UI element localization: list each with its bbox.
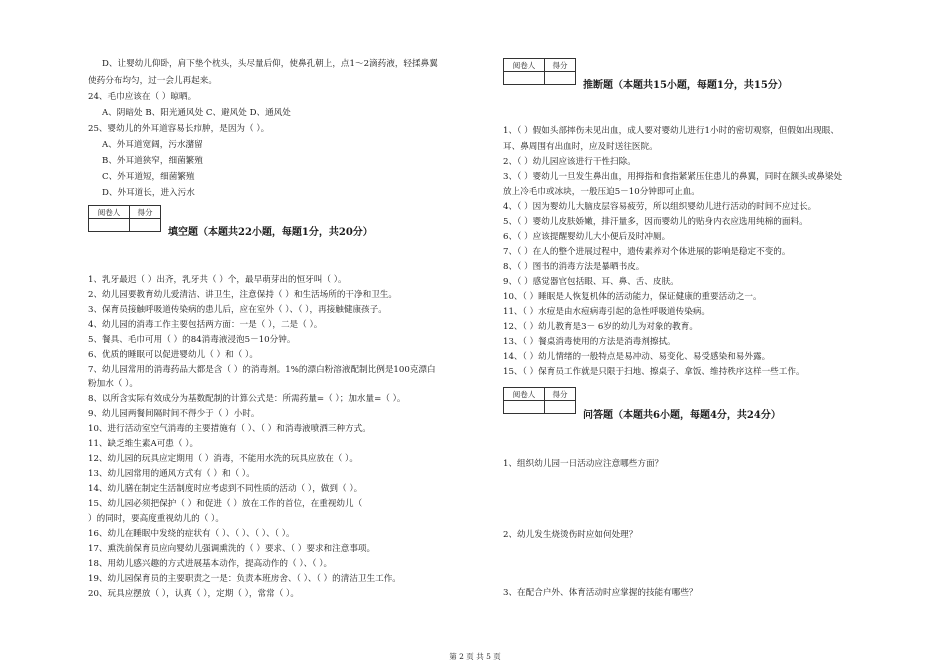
score-header-grader: 阅卷人 xyxy=(504,388,545,401)
section-title-judge: 推断题（本题共15小题，每题1分，共15分） xyxy=(583,80,788,91)
grader-cell xyxy=(504,401,545,414)
judge-question: 7、（ ）在人的整个进展过程中，遗传素养对个体进展的影响是稳定不变的。 xyxy=(503,247,791,257)
question-text: 使药分布均匀，过一会儿再起来。 xyxy=(88,76,217,86)
fill-question: 13、幼儿园常用的通风方式有（ ）和（ ）。 xyxy=(88,469,255,479)
fill-question: 7、幼儿园常用的消毒药品大都是含（ ）的消毒剂。1%的漂白粉溶液配制比例是100克漂白 xyxy=(88,365,436,375)
score-header-score: 得分 xyxy=(545,388,576,401)
option-text: D、外耳道长，进入污水 xyxy=(102,188,195,198)
fill-question: 18、用幼儿感兴趣的方式进展基本动作，提高动作的（ ）、（ ）。 xyxy=(88,559,333,569)
judge-question: 13、（ ）餐桌消毒使用的方法是消毒剂擦拭。 xyxy=(503,337,676,347)
qa-question: 1、组织幼儿园一日活动应注意哪些方面？ xyxy=(503,459,664,469)
fill-question: 12、幼儿园的玩具应定期用（ ）消毒，不能用水洗的玩具应放在（ ）。 xyxy=(88,454,358,464)
fill-question: 3、保育员接触呼吸道传染病的患儿后，应在室外（ ）、（ ），再接触健康孩子。 xyxy=(88,305,387,315)
qa-question: 3、在配合户外、体育活动时应掌握的技能有哪些？ xyxy=(503,588,698,598)
judge-question: 15、（ ）保育员工作就是只限于扫地、擦桌子、拿饭、维持秩序这样一些工作。 xyxy=(503,367,805,377)
grader-cell xyxy=(504,72,545,85)
fill-question: 10、进行活动室空气消毒的主要措施有（ ）、（ ）和消毒液喷洒三种方式。 xyxy=(88,424,371,434)
score-cell xyxy=(545,401,576,414)
section-title-fill: 填空题（本题共22小题，每题1分，共20分） xyxy=(168,227,373,238)
judge-question: 9、（ ）感觉器官包括眼、耳、鼻、舌、皮肤。 xyxy=(503,277,679,287)
score-cell xyxy=(545,72,576,85)
option-text: A、阴暗处 B、阳光通风处 C、避风处 D、通风处 xyxy=(102,108,291,118)
score-cell xyxy=(130,219,161,232)
fill-question: 8、以所含实际有效成分为基数配制的计算公式是：所需药量=（ ）；加水量=（ ）。 xyxy=(88,394,406,404)
score-header-score: 得分 xyxy=(130,206,161,219)
option-text: A、外耳道宽阔，污水潴留 xyxy=(102,140,203,150)
page-number: 第 2 页 共 5 页 xyxy=(449,652,501,661)
judge-question: 10、（ ）睡眠是人恢复机体的活动能力，保证健康的重要活动之一。 xyxy=(503,292,762,302)
judge-question: 2、（ ）幼儿园应该进行干性扫除。 xyxy=(503,157,636,167)
fill-question: 9、幼儿园两餐间隔时间不得少于（ ）小时。 xyxy=(88,409,260,419)
judge-question: 11、（ ）水痘是由水痘病毒引起的急性呼吸道传染病。 xyxy=(503,307,711,317)
judge-question: 8、（ ）图书的消毒方法是暴晒书皮。 xyxy=(503,262,645,272)
score-header-grader: 阅卷人 xyxy=(504,59,545,72)
judge-question: 6、（ ）应该提醒婴幼儿大小便后及时冲厕。 xyxy=(503,232,671,242)
fill-question: 2、幼儿园要教育幼儿爱清洁、讲卫生，注意保持（ ）和生活场所的干净和卫生。 xyxy=(88,290,397,300)
score-header-grader: 阅卷人 xyxy=(89,206,130,219)
score-box xyxy=(503,58,576,85)
judge-question: 3、（ ）婴幼儿一旦发生鼻出血，用拇指和食指紧紧压住患儿的鼻翼，同时在额头或鼻梁处 xyxy=(503,172,843,182)
fill-question: 15、幼儿园必须把保护（ ）和促进（ ）放在工作的首位，在重视幼儿（ xyxy=(88,499,363,509)
fill-question: 19、幼儿园保育员的主要职责之一是：负责本班房舍、（ ）、（ ）的清洁卫生工作。 xyxy=(88,574,401,584)
judge-question: 1、（ ）假如头部摔伤未见出血，成人要对婴幼儿进行1小时的密切观察，但假如出现眼、 xyxy=(503,126,839,136)
fill-question: 11、缺乏维生素A可患（ ）。 xyxy=(88,439,199,449)
judge-question: 14、（ ）幼儿情绪的一般特点是易冲动、易变化、易受感染和易外露。 xyxy=(503,352,771,362)
fill-question: 6、优质的睡眠可以促进婴幼儿（ ）和（ ）。 xyxy=(88,350,258,360)
fill-question: 5、餐具、毛巾可用（ ）的84消毒液浸泡5－10分钟。 xyxy=(88,335,296,345)
fill-question: ）的同时，要高度重视幼儿的（ ）。 xyxy=(88,514,224,524)
judge-question: 12、（ ）幼儿教育是3－ 6岁的幼儿为对象的教育。 xyxy=(503,322,698,332)
fill-question: 17、熏洗前保育员应向婴幼儿强调熏洗的（ ）要求、（ ）要求和注意事项。 xyxy=(88,544,376,554)
option-text: B、外耳道狭窄，细菌繁殖 xyxy=(102,156,203,166)
question-text: D、让婴幼儿仰卧，肩下垫个枕头，头尽量后仰，使鼻孔朝上，点1～2滴药液，轻揉鼻翼 xyxy=(102,59,438,69)
grader-cell xyxy=(89,219,130,232)
option-text: C、外耳道短，细菌繁殖 xyxy=(102,172,195,182)
fill-question: 14、幼儿膳在制定生活制度时应考虑到不同性质的活动（ ），做到（ ）。 xyxy=(88,484,363,494)
score-header-score: 得分 xyxy=(545,59,576,72)
score-box xyxy=(88,205,161,232)
fill-question: 16、幼儿在睡眠中发绕的症状有（ ）、（ ）、（ ）、（ ）。 xyxy=(88,529,295,539)
judge-question: 5、（ ）婴幼儿皮肤娇嫩，排汗量多，因而婴幼儿的贴身内衣应选用纯棉的面料。 xyxy=(503,217,808,227)
fill-question: 粉加水（ ）。 xyxy=(88,379,138,389)
section-title-qa: 问答题（本题共6小题，每题4分，共24分） xyxy=(583,410,781,421)
judge-question: 4、（ ）因为婴幼儿大脑皮层容易疲劳，所以组织婴幼儿进行活动的时间不应过长。 xyxy=(503,202,817,212)
question-text: 25、婴幼儿的外耳道容易长疖肿，是因为（ ）。 xyxy=(88,124,270,134)
score-box xyxy=(503,387,576,414)
fill-question: 1、乳牙最迟（ ）出齐，乳牙共（ ）个，最早萌芽出的恒牙叫（ ）。 xyxy=(88,275,347,285)
judge-question: 放上冷毛巾或冰块，一般压迫5－10分钟即可止血。 xyxy=(503,187,700,197)
question-text: 24、毛巾应该在（ ）晾晒。 xyxy=(88,92,197,102)
judge-question: 耳、鼻周围有出血时，应及时送往医院。 xyxy=(503,142,658,152)
qa-question: 2、幼儿发生烧烫伤时应如何处理？ xyxy=(503,530,638,540)
fill-question: 4、幼儿园的消毒工作主要包括两方面：一是（ ），二是（ ）。 xyxy=(88,320,323,330)
fill-question: 20、玩具应摆放（ ），认真（ ），定期（ ），常常（ ）。 xyxy=(88,589,299,599)
